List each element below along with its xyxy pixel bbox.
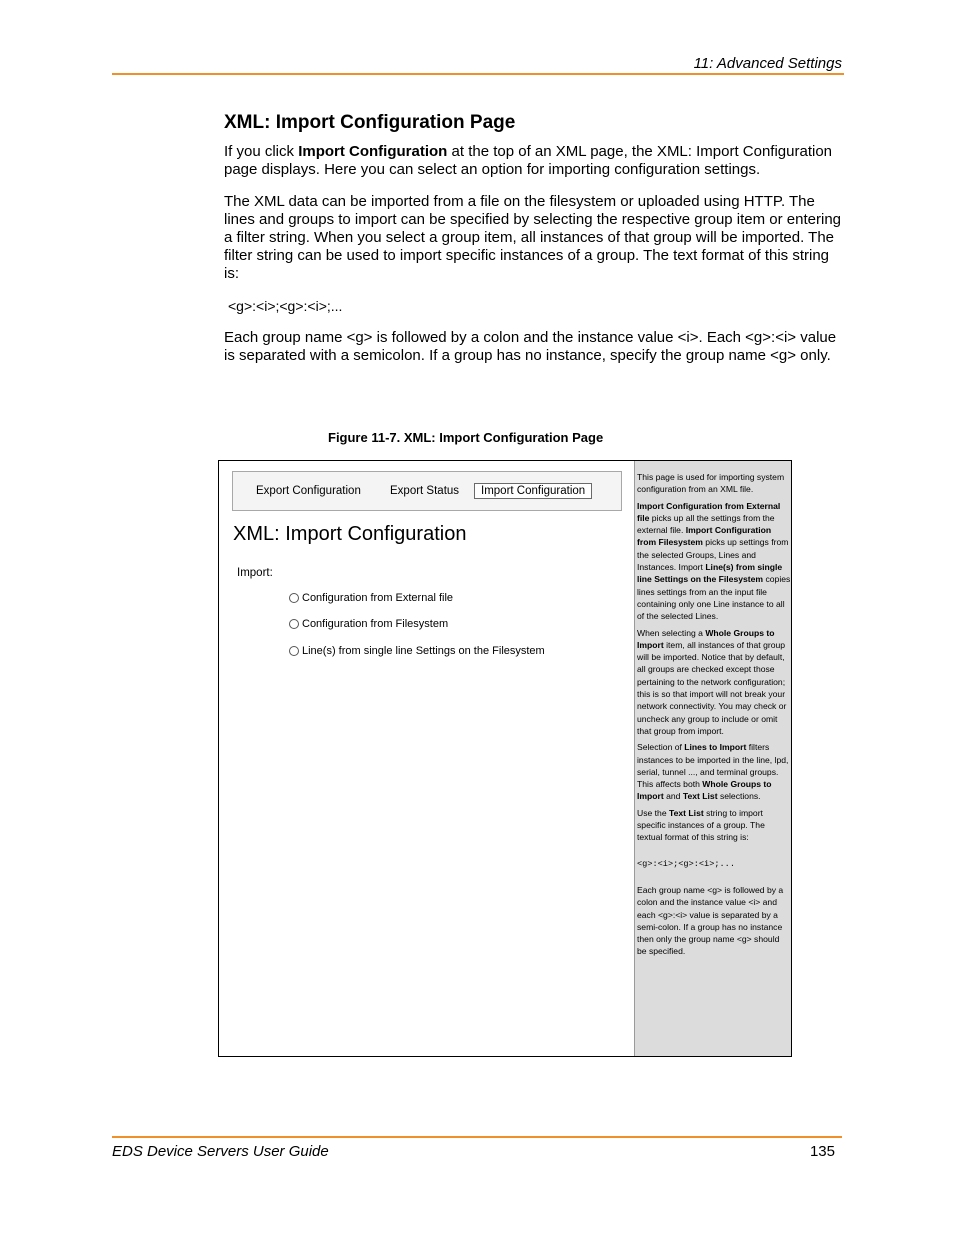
p1-pre: If you click	[224, 143, 299, 160]
help-text: Selection of	[637, 742, 685, 753]
main-content	[224, 112, 844, 379]
figure-main-panel	[219, 461, 634, 1056]
help-text-list	[637, 807, 791, 844]
footer-title: EDS Device Servers User Guide	[112, 1143, 329, 1160]
option-label: Line(s) from single line Settings on the Filesystem	[302, 645, 545, 657]
option-label: Configuration from External file	[302, 592, 454, 604]
help-import-options	[637, 500, 791, 623]
p1-post: at the top of an XML page, the XML: Import Configuration page displays. Here you can select an option for importing configuration settings.	[224, 143, 833, 178]
help-text: picks up all the settings from the external file.	[637, 512, 775, 536]
help-text: selections.	[717, 791, 761, 802]
help-text: and	[663, 791, 683, 802]
help-text: filters instances to be imported in the line, lpd, serial, tunnel ..., and terminal groups. This affects both	[637, 742, 789, 790]
nav-import-configuration[interactable]: Import Configuration	[474, 483, 592, 499]
option-label: Configuration from Filesystem	[302, 618, 449, 630]
paragraph-2: The XML data can be imported from a file on the filesystem or uploaded using HTTP. The lines and groups to import can be specified by selecting the respective group item or entering a filter string. When you select a group item, all instances of that group will be imported. The filter string can be used to import specific instances of a group. The text format of this string is:	[224, 193, 842, 282]
help-panel	[634, 461, 791, 1056]
help-group-name: Each group name <g> is followed by a colon and the instance value <i> and each <g>:<i> value is separated by a semi-colon. If a group has no instance then only the group name <g> should be specified.	[637, 884, 784, 957]
help-text: copies lines settings from an the input file containing only one Line instance to all of the selected Lines.	[637, 574, 791, 622]
help-whole-groups	[637, 627, 791, 738]
help-lines	[637, 741, 791, 802]
help-text: string to import specific instances of a group. The textual format of this string is:	[637, 807, 765, 843]
paragraph-3: Each group name <g> is followed by a colon and the instance value <i>. Each <g>:<i> value is separated with a semicolon. If a group has no instance, specify the group name <g> only.	[224, 329, 837, 364]
figure-screenshot	[218, 460, 792, 1057]
help-text: When selecting a	[637, 627, 706, 638]
help-bold: Import Configuration from External file	[637, 500, 781, 523]
help-bold: Whole Groups to Import	[637, 779, 772, 802]
page-number: 135	[809, 1143, 835, 1160]
p1-bold: Import Configuration	[298, 143, 448, 160]
help-bold: Text List	[682, 791, 718, 802]
help-text: Use the	[637, 807, 670, 818]
header-chapter: 11: Advanced Settings	[693, 55, 842, 72]
header-rule	[112, 73, 844, 75]
help-text: item, all instances of that group will be imported. Notice that by default, all groups are checked except those pertaining to the network configuration; this is so that import will not break your network connectivity. You may check or uncheck any group to include or omit that group from import.	[637, 639, 787, 736]
option-external-file[interactable]	[289, 592, 453, 604]
nav-export-status[interactable]: Export Status	[390, 485, 460, 497]
option-single-line[interactable]	[289, 645, 545, 657]
format-code: <g>:<i>;<g>:<i>;...	[228, 298, 343, 314]
help-text: picks up settings from the selected Groups, Lines and Instances. Import	[637, 537, 789, 573]
help-format-code: <g>:<i>;<g>:<i>;...	[637, 858, 735, 869]
radio-single-line[interactable]	[289, 646, 299, 656]
nav-export-configuration[interactable]: Export Configuration	[256, 485, 361, 497]
import-label: Import:	[237, 567, 273, 579]
paragraph-1	[224, 143, 844, 179]
radio-filesystem[interactable]	[289, 619, 299, 629]
help-bold: Lines to Import	[684, 742, 747, 753]
option-filesystem[interactable]	[289, 618, 448, 630]
help-bold: Whole Groups to Import	[637, 627, 775, 650]
figure-page-title: XML: Import Configuration	[233, 523, 467, 545]
footer-rule	[112, 1136, 842, 1138]
section-title: XML: Import Configuration Page	[224, 112, 516, 133]
help-bold: Text List	[669, 807, 704, 818]
radio-external-file[interactable]	[289, 593, 299, 603]
help-bold: Import Configuration from Filesystem	[637, 525, 772, 548]
figure-caption: Figure 11-7. XML: Import Configuration Page	[328, 430, 604, 445]
nav-bar	[232, 471, 622, 511]
help-intro: This page is used for importing system configuration from an XML file.	[637, 472, 785, 495]
help-bold: Line(s) from single line Settings on the Filesystem	[637, 562, 783, 585]
